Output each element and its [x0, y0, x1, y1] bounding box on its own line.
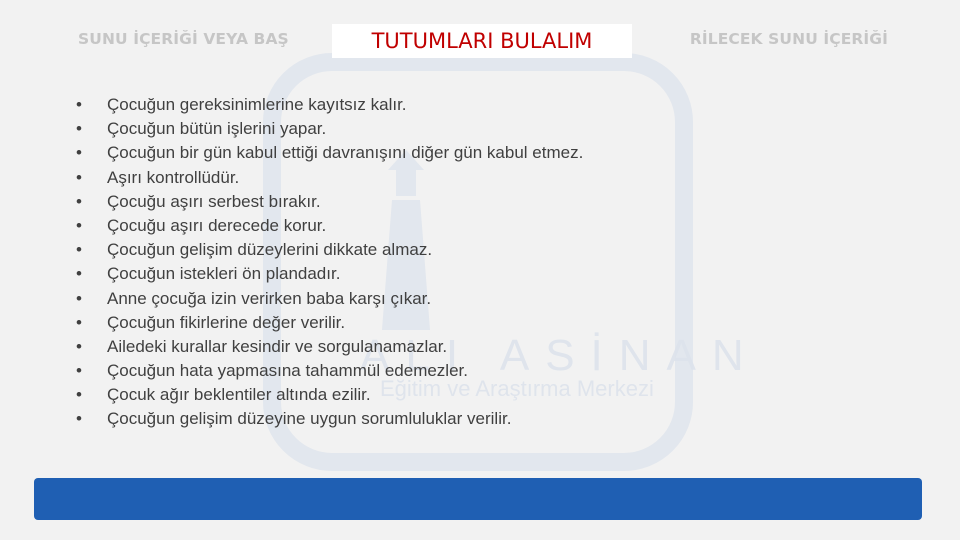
list-item	[76, 238, 776, 262]
bullet-icon: •	[76, 264, 82, 284]
slide-title: TUTUMLARI BULALIM	[332, 24, 632, 58]
list-item-text: Çocuğun bir gün kabul ettiği davranışını diğer gün kabul etmez.	[107, 143, 584, 163]
bullet-icon: •	[76, 215, 82, 235]
bullet-icon: •	[76, 409, 82, 429]
list-item-text: Çocuğun gelişim düzeylerini dikkate almaz.	[107, 240, 433, 260]
list-item	[76, 166, 776, 190]
list-item	[76, 117, 776, 141]
ghost-header-right: RİLECEK SUNU İÇERİĞİ	[689, 30, 888, 48]
list-item	[76, 383, 776, 407]
list-item	[76, 311, 776, 335]
list-item-text: Çocuk ağır beklentiler altında ezilir.	[107, 385, 371, 405]
list-item-text: Anne çocuğa izin verirken baba karşı çıkar.	[107, 288, 432, 308]
footer-bar	[34, 478, 922, 520]
list-item	[76, 93, 776, 117]
list-item	[76, 407, 776, 431]
list-item-text: Çocuğun gereksinimlerine kayıtsız kalır.	[107, 95, 407, 114]
list-item	[76, 190, 776, 214]
list-item-text: Çocuğun istekleri ön plandadır.	[107, 264, 341, 284]
bullet-icon: •	[76, 95, 82, 114]
list-item-text: Aşırı kontrollüdür.	[107, 167, 240, 187]
list-item-text: Ailedeki kurallar kesindir ve sorgulanamazlar.	[107, 336, 448, 356]
watermark-brand-subtitle: Eğitim ve Araştırma Merkezi	[380, 376, 654, 401]
list-item	[76, 262, 776, 286]
ghost-header-left: SUNU İÇERİĞİ VEYA BAŞ	[78, 30, 289, 48]
list-item-text: Çocuğu aşırı derecede korur.	[107, 215, 327, 235]
watermark-brand-name: ALI ASİNAN	[360, 331, 760, 380]
bullet-icon: •	[76, 288, 82, 308]
list-item	[76, 141, 776, 165]
list-item-text: Çocuğun hata yapmasına tahammül edemezler.	[107, 361, 468, 381]
list-item	[76, 214, 776, 238]
bullet-icon: •	[76, 385, 82, 405]
bullet-icon: •	[76, 143, 82, 163]
list-item	[76, 287, 776, 311]
list-item	[76, 359, 776, 383]
list-item-text: Çocuğun bütün işlerini yapar.	[107, 119, 327, 139]
list-item-text: Çocuğun gelişim düzeyine uygun sorumluluklar verilir.	[107, 409, 512, 429]
list-item	[76, 335, 776, 359]
bullet-icon: •	[76, 167, 82, 187]
bullet-icon: •	[76, 191, 82, 211]
bullet-icon: •	[76, 119, 82, 139]
bullet-icon: •	[76, 240, 82, 260]
bullet-icon: •	[76, 336, 82, 356]
list-item-text: Çocuğu aşırı serbest bırakır.	[107, 191, 321, 211]
bullet-list	[76, 93, 776, 432]
bullet-icon: •	[76, 312, 82, 332]
bullet-icon: •	[76, 361, 82, 381]
list-item-text: Çocuğun fikirlerine değer verilir.	[107, 312, 346, 332]
